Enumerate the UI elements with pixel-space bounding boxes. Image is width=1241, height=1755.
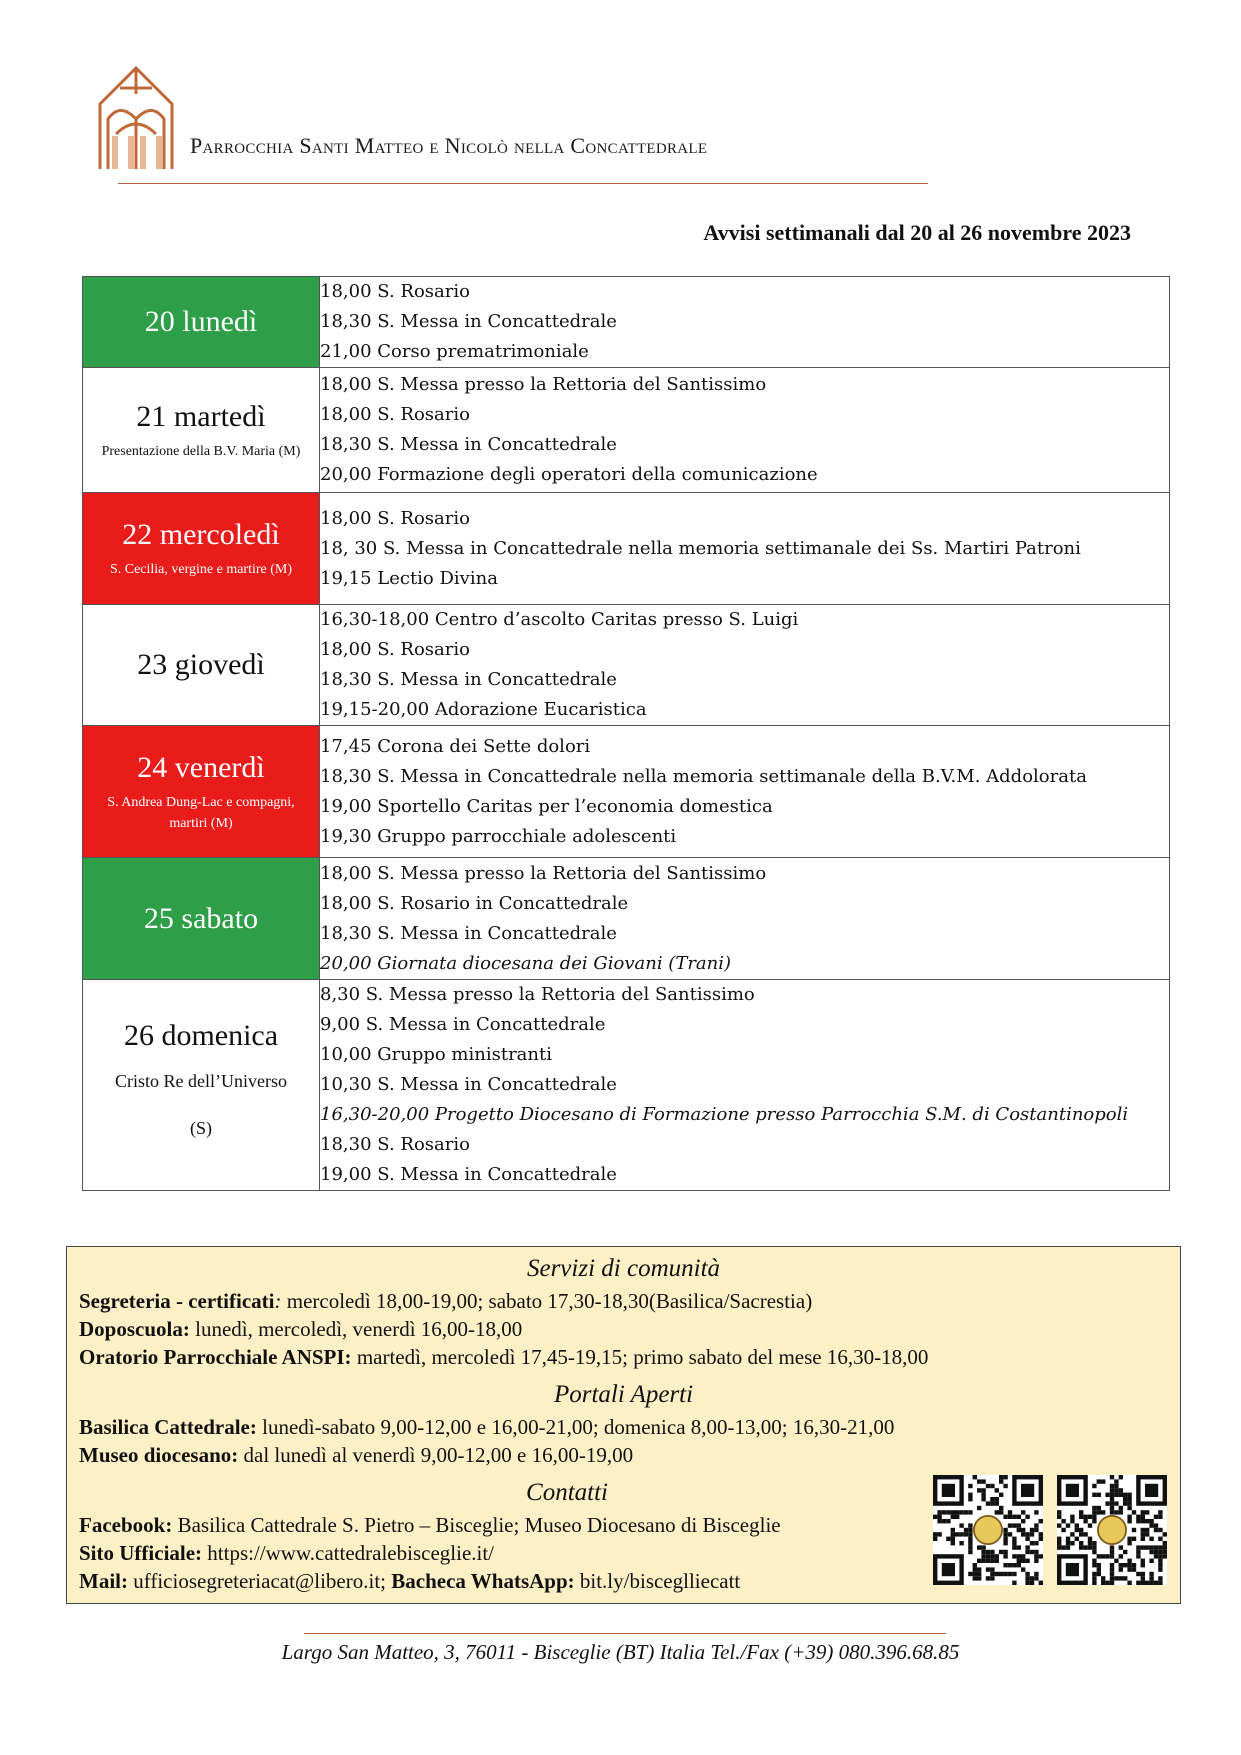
qr-code-whatsapp[interactable]	[1057, 1475, 1167, 1585]
day-cell	[83, 277, 320, 368]
weekly-schedule-table	[82, 276, 1170, 1191]
schedule-row	[83, 277, 1170, 368]
day-cell	[83, 858, 320, 980]
schedule-row	[83, 605, 1170, 726]
museo-line: Museo diocesano: dal lunedì al venerdì 9,00-12,00 e 16,00-19,00	[79, 1443, 634, 1467]
event-item: 17,45 Corona dei Sette dolori	[320, 735, 591, 757]
event-item: 18,30 S. Messa in Concattedrale nella memoria settimanale della B.V.M. Addolorata	[320, 765, 1087, 787]
day-name: 25 sabato	[143, 901, 259, 935]
event-item: 18,30 S. Messa in Concattedrale	[320, 311, 617, 332]
liturgical-note: S. Andrea Dung-Lac e compagni, martiri (M)	[107, 794, 295, 831]
day-cell	[83, 605, 320, 726]
footer-divider	[304, 1633, 946, 1634]
day-name: 26 domenica	[123, 1019, 279, 1053]
weekly-title: Avvisi settimanali dal 20 al 26 novembre 2023	[703, 220, 1131, 245]
day-name: 23 giovedì	[137, 648, 265, 681]
parish-name: Parrocchia Santi Matteo e Nicolò nella Concattedrale	[190, 133, 708, 158]
liturgical-rank: (S)	[190, 1118, 212, 1138]
event-item: 10,30 S. Messa in Concattedrale	[320, 1074, 617, 1095]
event-item: 18,00 S. Messa presso la Rettoria del Santissimo	[320, 374, 767, 395]
day-cell	[83, 726, 320, 858]
event-item: 18,00 S. Rosario	[320, 639, 470, 660]
parish-logo	[90, 64, 182, 174]
community-services-box	[66, 1246, 1181, 1604]
liturgical-note: Presentazione della B.V. Maria (M)	[101, 443, 301, 459]
events-cell	[320, 980, 1170, 1191]
liturgical-note: S. Cecilia, vergine e martire (M)	[109, 562, 293, 577]
schedule-row	[83, 493, 1170, 605]
liturgical-note: Cristo Re dell’Universo	[115, 1071, 287, 1092]
event-item: 16,30-20,00 Progetto Diocesano di Formazione presso Parrocchia S.M. di Costantinopoli	[320, 1104, 1129, 1125]
qr-emblem-icon	[974, 1516, 1002, 1544]
basilica-line: Basilica Cattedrale: lunedì-sabato 9,00-12,00 e 16,00-21,00; domenica 8,00-13,00; 16,30-21,00	[79, 1415, 895, 1439]
event-item: 19,15-20,00 Adorazione Eucaristica	[320, 699, 647, 720]
events-cell	[320, 368, 1170, 493]
day-name: 21 martedì	[136, 399, 266, 433]
footer-address: Largo San Matteo, 3, 76011 - Bisceglie (BT) Italia Tel./Fax (+39) 080.396.68.85	[281, 1640, 960, 1664]
event-item: 21,00 Corso prematrimoniale	[320, 341, 589, 362]
events-cell	[320, 726, 1170, 858]
day-cell	[83, 493, 320, 605]
event-item: 18,30 S. Messa in Concattedrale	[320, 669, 617, 690]
event-item: 18,00 S. Rosario	[320, 281, 470, 302]
event-item: 19,00 Sportello Caritas per l’economia domestica	[320, 795, 773, 817]
events-cell	[320, 493, 1170, 605]
day-cell	[83, 368, 320, 493]
services-heading: Servizi di comunità	[526, 1255, 721, 1282]
facebook-line: Facebook: Basilica Cattedrale S. Pietro – Bisceglie; Museo Diocesano di Bisceglie	[79, 1513, 781, 1537]
mail-line: Mail: ufficiosegreteriacat@libero.it; Bacheca WhatsApp: bit.ly/bisceglliecatt	[79, 1569, 741, 1593]
event-item: 10,00 Gruppo ministranti	[320, 1044, 552, 1065]
event-item: 19,30 Gruppo parrocchiale adolescenti	[320, 825, 677, 847]
event-item: 18,00 S. Rosario	[320, 404, 470, 425]
event-item: 18, 30 S. Messa in Concattedrale nella memoria settimanale dei Ss. Martiri Patroni	[320, 537, 1081, 559]
event-item: 20,00 Giornata diocesana dei Giovani (Trani)	[320, 952, 732, 974]
event-item: 18,30 S. Messa in Concattedrale	[320, 922, 617, 944]
events-cell	[320, 277, 1170, 368]
event-item: 19,15 Lectio Divina	[320, 567, 498, 589]
portals-heading: Portali Aperti	[553, 1381, 694, 1408]
event-item: 18,00 S. Rosario in Concattedrale	[320, 892, 629, 914]
schedule-row	[83, 368, 1170, 493]
doposcuola-line: Doposcuola: lunedì, mercoledì, venerdì 16,00-18,00	[79, 1317, 523, 1341]
day-cell	[83, 980, 320, 1191]
day-name: 24 venerdì	[137, 750, 265, 784]
qr-emblem-icon	[1098, 1516, 1126, 1544]
event-item: 9,00 S. Messa in Concattedrale	[320, 1014, 606, 1035]
event-item: 8,30 S. Messa presso la Rettoria del Santissimo	[320, 984, 755, 1005]
contacts-heading: Contatti	[526, 1479, 608, 1506]
day-name: 22 mercoledì	[122, 518, 280, 551]
event-item: 16,30-18,00 Centro d’ascolto Caritas presso S. Luigi	[320, 609, 799, 630]
segreteria-line: Segreteria - certificati: mercoledì 18,00-19,00; sabato 17,30-18,30(Basilica/Sacrestia)	[79, 1289, 813, 1313]
schedule-row	[83, 858, 1170, 980]
website-line: Sito Ufficiale: https://www.cattedralebisceglie.it/	[79, 1541, 495, 1565]
oratorio-line: Oratorio Parrocchiale ANSPI: martedì, mercoledì 17,45-19,15; primo sabato del mese 16,30-18,00	[79, 1345, 929, 1369]
schedule-row	[83, 980, 1170, 1191]
event-item: 18,30 S. Messa in Concattedrale	[320, 434, 617, 455]
schedule-row	[83, 726, 1170, 858]
events-cell	[320, 858, 1170, 980]
event-item: 18,30 S. Rosario	[320, 1134, 470, 1155]
event-item: 18,00 S. Rosario	[320, 507, 470, 529]
header-divider	[118, 183, 928, 184]
qr-code-website[interactable]	[933, 1475, 1043, 1585]
event-item: 20,00 Formazione degli operatori della comunicazione	[320, 464, 818, 485]
day-name: 20 lunedì	[144, 305, 258, 338]
event-item: 19,00 S. Messa in Concattedrale	[320, 1164, 617, 1185]
events-cell	[320, 605, 1170, 726]
event-item: 18,00 S. Messa presso la Rettoria del Santissimo	[320, 862, 767, 884]
